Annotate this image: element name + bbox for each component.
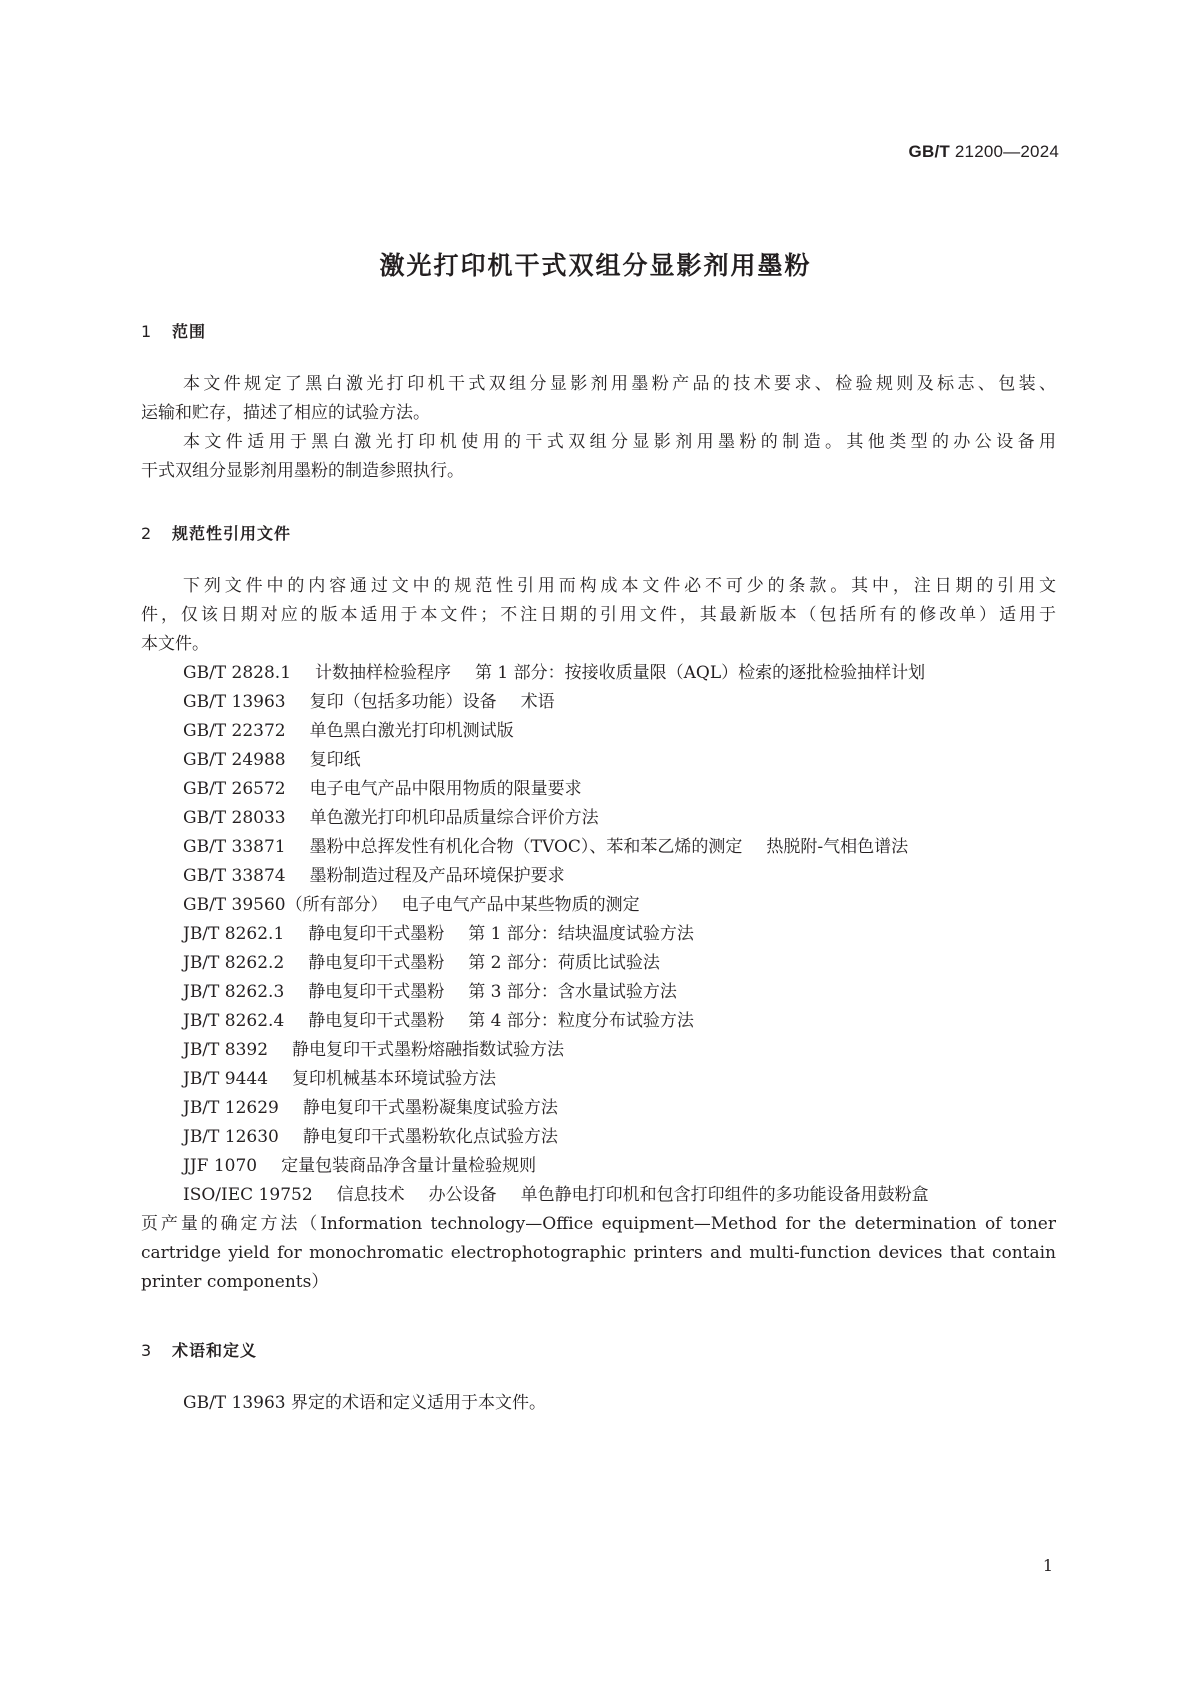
paragraph-line: 下列文件中的内容通过文中的规范性引用而构成本文件必不可少的条款。其中，注日期的引用文: [183, 576, 1056, 596]
page-number: 1: [1042, 1556, 1053, 1575]
paragraph-line: cartridge yield for monochromatic electrophotographic printers and multi‑function devices that contain: [141, 1243, 1056, 1263]
paragraph-line: GB/T 13963 界定的术语和定义适用于本文件。: [183, 1393, 547, 1413]
reference-item: GB/T 13963 复印（包括多功能）设备 术语: [183, 692, 555, 712]
section-title: 范围: [172, 322, 207, 341]
section-title: 规范性引用文件: [172, 524, 292, 543]
section-2-heading: [141, 521, 291, 544]
reference-item: GB/T 26572 电子电气产品中限用物质的限量要求: [183, 779, 582, 799]
standard-code: 21200—2024: [954, 142, 1059, 161]
section-number: 1: [141, 322, 153, 341]
paragraph-line: printer components）: [141, 1272, 329, 1292]
reference-item: JB/T 12630 静电复印干式墨粉软化点试验方法: [183, 1127, 558, 1147]
reference-item: JB/T 9444 复印机械基本环境试验方法: [183, 1069, 497, 1089]
section-3-heading: [141, 1338, 257, 1361]
reference-item-iso: ISO/IEC 19752 信息技术 办公设备 单色静电打印机和包含打印组件的多功能设备用鼓粉盒: [183, 1185, 929, 1205]
paragraph-line: 干式双组分显影剂用墨粉的制造参照执行。: [141, 461, 464, 481]
reference-item: GB/T 22372 单色黑白激光打印机测试版: [183, 721, 514, 741]
reference-item: GB/T 28033 单色激光打印机印品质量综合评价方法: [183, 808, 599, 828]
section-number: 3: [141, 1341, 153, 1360]
reference-item: JJF 1070 定量包装商品净含量计量检验规则: [183, 1156, 537, 1176]
reference-item: GB/T 2828.1 计数抽样检验程序 第 1 部分：按接收质量限（AQL）检索的逐批检验抽样计划: [183, 663, 926, 683]
reference-item: JB/T 8392 静电复印干式墨粉熔融指数试验方法: [183, 1040, 565, 1060]
paragraph-line: 本文件规定了黑白激光打印机干式双组分显影剂用墨粉产品的技术要求、检验规则及标志、包装、: [183, 374, 1056, 394]
paragraph-line: 本文件适用于黑白激光打印机使用的干式双组分显影剂用墨粉的制造。其他类型的办公设备用: [183, 432, 1056, 452]
reference-item: GB/T 24988 复印纸: [183, 750, 361, 770]
reference-item: JB/T 8262.3 静电复印干式墨粉 第 3 部分：含水量试验方法: [183, 982, 677, 1002]
standard-number: [909, 142, 1059, 162]
reference-item: JB/T 12629 静电复印干式墨粉凝集度试验方法: [183, 1098, 558, 1118]
reference-item: GB/T 33874 墨粉制造过程及产品环境保护要求: [183, 866, 565, 886]
section-number: 2: [141, 524, 153, 543]
reference-item: JB/T 8262.1 静电复印干式墨粉 第 1 部分：结块温度试验方法: [183, 924, 694, 944]
reference-item: GB/T 39560（所有部分） 电子电气产品中某些物质的测定: [183, 895, 640, 915]
standard-prefix: GB/T: [908, 142, 950, 161]
document-title: 激光打印机干式双组分显影剂用墨粉: [379, 251, 812, 280]
reference-item: GB/T 33871 墨粉中总挥发性有机化合物（TVOC）、苯和苯乙烯的测定 热脱附-气相色谱法: [183, 837, 909, 857]
paragraph-line: 件，仅该日期对应的版本适用于本文件；不注日期的引用文件，其最新版本（包括所有的修改单）适用于: [141, 605, 1056, 625]
reference-item: JB/T 8262.2 静电复印干式墨粉 第 2 部分：荷质比试验法: [183, 953, 660, 973]
paragraph-line: 页产量的确定方法（Information technology—Office equipment—Method for the determination of toner: [141, 1214, 1056, 1234]
paragraph-line: 本文件。: [141, 634, 209, 654]
reference-item: JB/T 8262.4 静电复印干式墨粉 第 4 部分：粒度分布试验方法: [183, 1011, 694, 1031]
section-1-heading: [141, 319, 206, 342]
section-title: 术语和定义: [172, 1341, 258, 1360]
paragraph-line: 运输和贮存，描述了相应的试验方法。: [141, 403, 430, 423]
